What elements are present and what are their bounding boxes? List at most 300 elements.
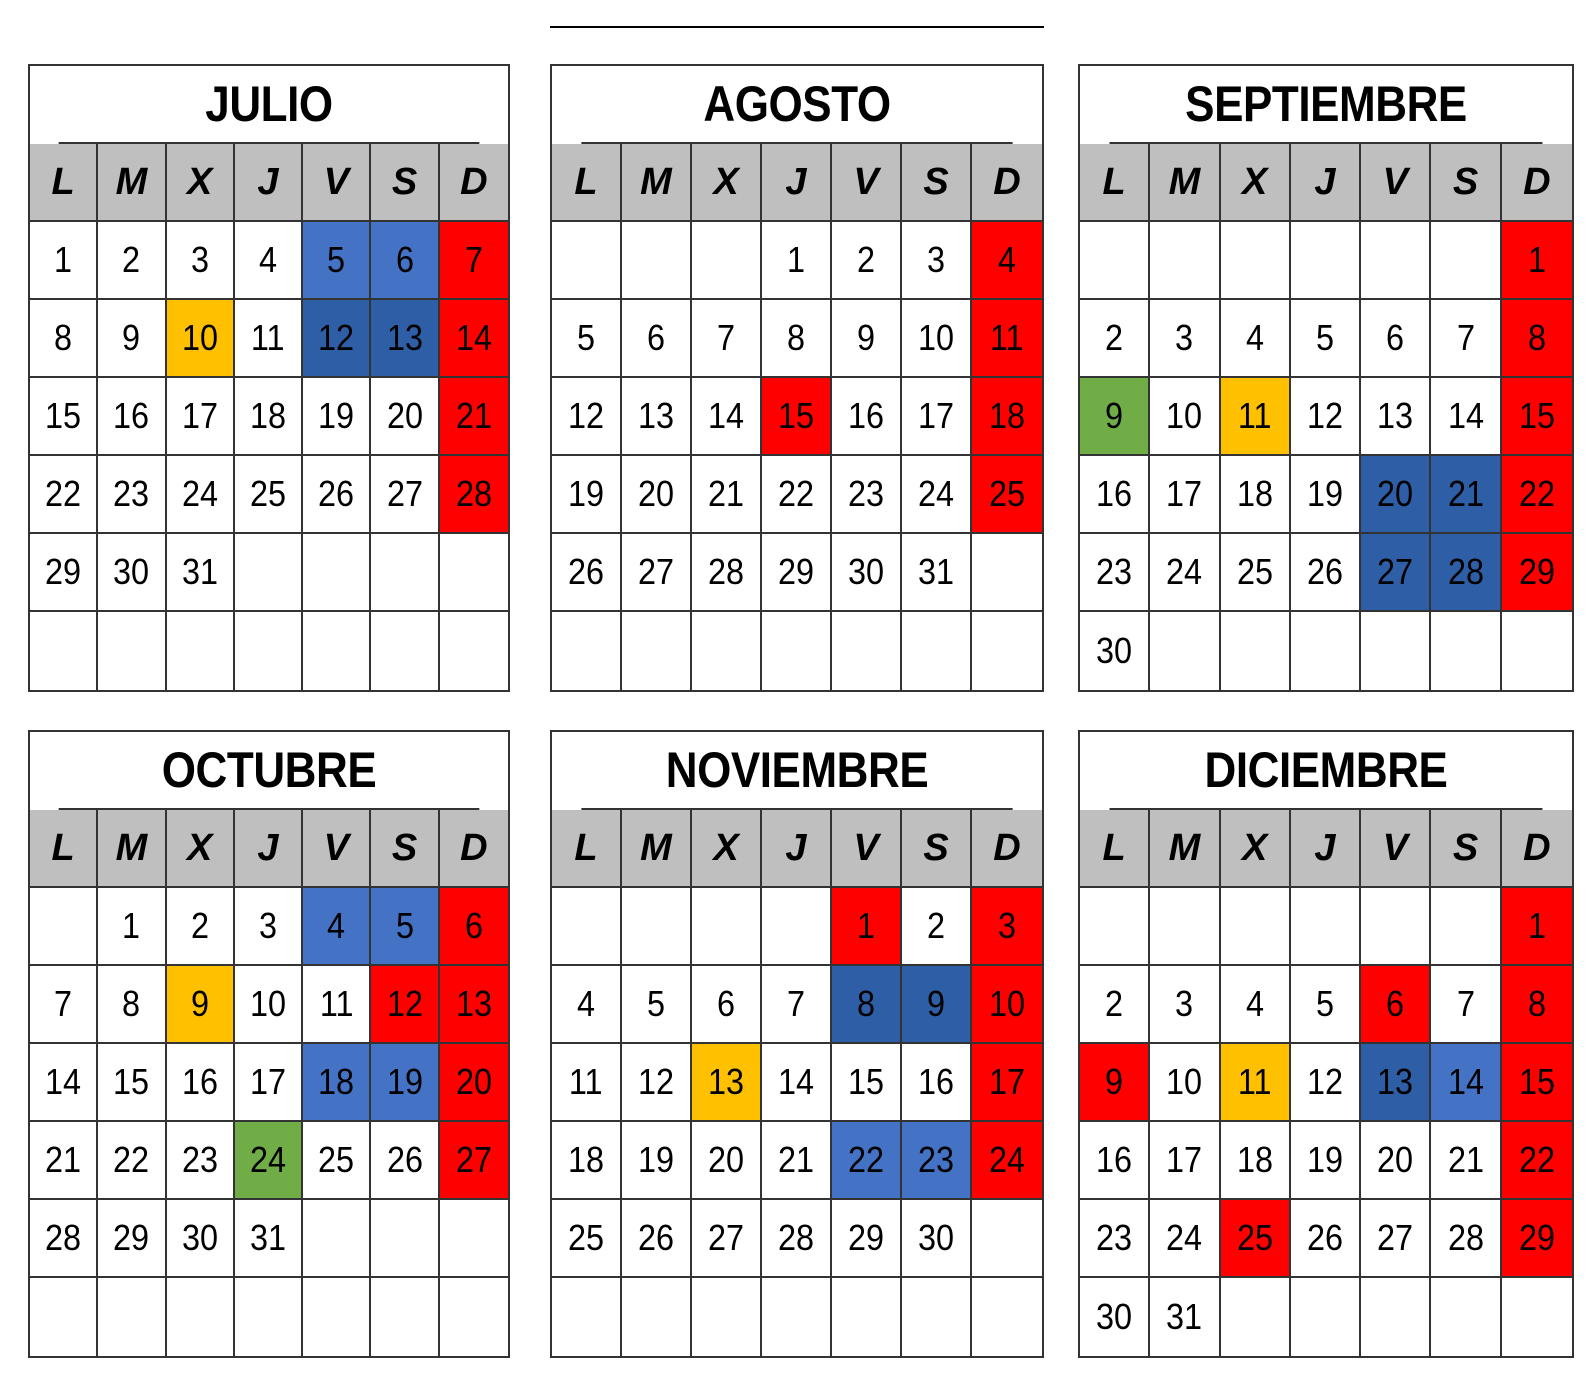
day-number: 10 xyxy=(249,983,287,1024)
day-number: 25 xyxy=(318,1139,355,1180)
day-number: 3 xyxy=(1175,983,1194,1024)
day-number: 29 xyxy=(113,1217,150,1258)
day-number: 28 xyxy=(1447,1217,1484,1258)
day-cell xyxy=(235,1122,303,1200)
day-number: 31 xyxy=(917,551,955,592)
day-number: 2 xyxy=(1105,983,1124,1024)
day-cell xyxy=(440,300,508,378)
day-number: 29 xyxy=(847,1217,885,1258)
day-number: 5 xyxy=(327,239,346,280)
day-number: 8 xyxy=(1527,983,1546,1024)
day-number: 25 xyxy=(567,1217,605,1258)
day-number: 19 xyxy=(318,395,355,436)
day-cell xyxy=(167,534,235,612)
day-number: 5 xyxy=(1315,317,1334,358)
empty-day-cell xyxy=(98,612,166,690)
day-number: 22 xyxy=(847,1139,885,1180)
day-cell xyxy=(1150,300,1220,378)
day-cell xyxy=(762,222,832,300)
day-cell xyxy=(1080,1200,1150,1278)
weekday-header-row xyxy=(552,144,1042,222)
day-number: 12 xyxy=(637,1061,675,1102)
empty-day-cell xyxy=(235,612,303,690)
weekday-header: S xyxy=(902,144,972,222)
day-cell xyxy=(1150,1278,1220,1356)
day-number: 2 xyxy=(190,905,209,946)
empty-day-cell xyxy=(692,888,762,966)
day-number: 4 xyxy=(327,905,346,946)
day-number: 31 xyxy=(249,1217,287,1258)
weekday-header: M xyxy=(622,144,692,222)
day-cell xyxy=(1291,300,1361,378)
month-title: NOVIEMBRE xyxy=(581,732,1012,810)
day-cell xyxy=(1080,534,1150,612)
day-number: 4 xyxy=(576,983,596,1024)
day-cell xyxy=(972,378,1042,456)
day-number: 24 xyxy=(1166,551,1203,592)
day-cell xyxy=(972,300,1042,378)
day-number: 19 xyxy=(567,473,605,514)
day-number: 14 xyxy=(45,1061,82,1102)
day-cell xyxy=(1361,966,1431,1044)
weekday-header: S xyxy=(371,144,439,222)
day-cell xyxy=(832,966,902,1044)
day-cell xyxy=(692,378,762,456)
day-number: 7 xyxy=(464,239,483,280)
day-number: 11 xyxy=(319,983,354,1024)
empty-day-cell xyxy=(371,1278,439,1356)
day-number: 23 xyxy=(1096,551,1133,592)
empty-day-cell xyxy=(371,534,439,612)
day-cell xyxy=(440,1122,508,1200)
weekday-header: J xyxy=(235,144,303,222)
day-number: 9 xyxy=(926,983,946,1024)
day-number: 4 xyxy=(1245,317,1264,358)
empty-day-cell xyxy=(440,1200,508,1278)
day-number: 1 xyxy=(786,239,806,280)
weekday-header: L xyxy=(552,144,622,222)
day-number: 11 xyxy=(251,317,285,358)
day-cell xyxy=(1361,1122,1431,1200)
day-cell xyxy=(622,1044,692,1122)
days-grid xyxy=(1080,888,1572,1356)
day-cell xyxy=(762,1044,832,1122)
day-cell xyxy=(303,1044,371,1122)
empty-day-cell xyxy=(303,612,371,690)
day-number: 5 xyxy=(576,317,596,358)
day-number: 6 xyxy=(464,905,483,946)
day-number: 13 xyxy=(386,317,423,358)
weekday-header: J xyxy=(1291,810,1361,888)
day-cell xyxy=(552,378,622,456)
empty-day-cell xyxy=(1291,888,1361,966)
day-cell xyxy=(371,888,439,966)
day-number: 16 xyxy=(917,1061,955,1102)
weekday-header-row xyxy=(552,810,1042,888)
day-number: 26 xyxy=(1306,551,1344,592)
weekday-header: D xyxy=(440,144,508,222)
day-cell xyxy=(692,966,762,1044)
day-cell xyxy=(1221,966,1291,1044)
day-number: 12 xyxy=(318,317,355,358)
month-title: SEPTIEMBRE xyxy=(1110,66,1543,144)
day-cell xyxy=(167,456,235,534)
day-cell xyxy=(1431,300,1501,378)
day-cell xyxy=(1291,1200,1361,1278)
day-cell xyxy=(98,456,166,534)
day-number: 19 xyxy=(1306,473,1344,514)
empty-day-cell xyxy=(371,1200,439,1278)
day-cell xyxy=(30,1122,98,1200)
weekday-header: J xyxy=(1291,144,1361,222)
day-cell xyxy=(972,888,1042,966)
days-grid xyxy=(1080,222,1572,690)
weekday-header: M xyxy=(98,144,166,222)
empty-day-cell xyxy=(1291,222,1361,300)
empty-day-cell xyxy=(235,534,303,612)
day-cell xyxy=(371,378,439,456)
weekday-header: V xyxy=(832,810,902,888)
day-number: 23 xyxy=(1096,1217,1133,1258)
day-cell xyxy=(371,300,439,378)
day-number: 5 xyxy=(646,983,666,1024)
empty-day-cell xyxy=(1221,888,1291,966)
day-cell xyxy=(762,456,832,534)
empty-day-cell xyxy=(972,1200,1042,1278)
day-number: 26 xyxy=(1306,1217,1344,1258)
empty-day-cell xyxy=(303,534,371,612)
empty-day-cell xyxy=(1361,888,1431,966)
day-cell xyxy=(167,888,235,966)
day-number: 23 xyxy=(917,1139,955,1180)
day-number: 7 xyxy=(1456,983,1475,1024)
day-number: 6 xyxy=(1386,983,1405,1024)
day-number: 10 xyxy=(1166,395,1203,436)
empty-day-cell xyxy=(440,612,508,690)
day-number: 16 xyxy=(1096,1139,1133,1180)
day-number: 30 xyxy=(181,1217,218,1258)
day-cell xyxy=(1431,1122,1501,1200)
empty-day-cell xyxy=(1431,888,1501,966)
day-cell xyxy=(98,966,166,1044)
empty-day-cell xyxy=(98,1278,166,1356)
month-septiembre xyxy=(1078,64,1574,692)
day-cell xyxy=(902,300,972,378)
empty-day-cell xyxy=(832,1278,902,1356)
weekday-header-row xyxy=(1080,144,1572,222)
weekday-header: S xyxy=(1431,144,1501,222)
day-number: 10 xyxy=(181,317,218,358)
day-number: 29 xyxy=(777,551,815,592)
day-number: 14 xyxy=(455,317,492,358)
day-cell xyxy=(1361,1200,1431,1278)
day-number: 1 xyxy=(856,905,876,946)
day-number: 17 xyxy=(249,1061,287,1102)
day-cell xyxy=(762,534,832,612)
day-number: 28 xyxy=(45,1217,82,1258)
day-cell xyxy=(902,222,972,300)
day-number: 16 xyxy=(181,1061,218,1102)
day-cell xyxy=(832,534,902,612)
day-number: 15 xyxy=(847,1061,885,1102)
day-cell xyxy=(98,300,166,378)
empty-day-cell xyxy=(622,888,692,966)
empty-day-cell xyxy=(1502,1278,1572,1356)
day-cell xyxy=(972,456,1042,534)
weekday-header: D xyxy=(1502,144,1572,222)
day-cell xyxy=(303,888,371,966)
day-cell xyxy=(1080,1278,1150,1356)
day-number: 9 xyxy=(190,983,209,1024)
weekday-header: L xyxy=(552,810,622,888)
day-number: 25 xyxy=(249,473,287,514)
day-number: 9 xyxy=(1105,395,1124,436)
day-number: 28 xyxy=(455,473,492,514)
day-cell xyxy=(1150,378,1220,456)
day-cell xyxy=(30,222,98,300)
day-cell xyxy=(30,966,98,1044)
empty-day-cell xyxy=(692,222,762,300)
empty-day-cell xyxy=(167,1278,235,1356)
day-number: 20 xyxy=(637,473,675,514)
weekday-header: L xyxy=(1080,810,1150,888)
day-number: 10 xyxy=(917,317,955,358)
day-cell xyxy=(622,1122,692,1200)
empty-day-cell xyxy=(692,1278,762,1356)
day-cell xyxy=(1150,534,1220,612)
weekday-header: V xyxy=(1361,144,1431,222)
day-number: 21 xyxy=(455,395,492,436)
weekday-header: X xyxy=(167,810,235,888)
day-number: 30 xyxy=(1096,1296,1133,1337)
weekday-header: L xyxy=(30,144,98,222)
day-cell xyxy=(1150,456,1220,534)
day-number: 24 xyxy=(917,473,955,514)
day-number: 21 xyxy=(707,473,745,514)
day-cell xyxy=(303,1122,371,1200)
day-number: 24 xyxy=(1166,1217,1203,1258)
empty-day-cell xyxy=(1361,612,1431,690)
weekday-header-row xyxy=(30,810,508,888)
day-cell xyxy=(972,966,1042,1044)
day-cell xyxy=(902,534,972,612)
day-number: 30 xyxy=(113,551,150,592)
day-number: 7 xyxy=(786,983,806,1024)
day-number: 13 xyxy=(1377,395,1414,436)
day-cell xyxy=(371,222,439,300)
day-cell xyxy=(30,1200,98,1278)
day-cell xyxy=(692,1200,762,1278)
day-cell xyxy=(972,1044,1042,1122)
day-number: 18 xyxy=(1236,473,1273,514)
day-cell xyxy=(440,966,508,1044)
weekday-header-row xyxy=(1080,810,1572,888)
day-cell xyxy=(762,966,832,1044)
day-cell xyxy=(98,1200,166,1278)
day-cell xyxy=(902,1044,972,1122)
day-number: 13 xyxy=(455,983,492,1024)
day-number: 13 xyxy=(637,395,675,436)
day-number: 25 xyxy=(988,473,1026,514)
day-cell xyxy=(303,300,371,378)
day-number: 18 xyxy=(318,1061,355,1102)
day-number: 29 xyxy=(45,551,82,592)
day-number: 13 xyxy=(1377,1061,1414,1102)
day-cell xyxy=(552,1200,622,1278)
empty-day-cell xyxy=(1291,1278,1361,1356)
day-cell xyxy=(235,456,303,534)
day-number: 30 xyxy=(847,551,885,592)
day-cell xyxy=(1150,1200,1220,1278)
day-cell xyxy=(1291,378,1361,456)
day-cell xyxy=(1502,1200,1572,1278)
day-cell xyxy=(972,1122,1042,1200)
empty-day-cell xyxy=(1080,222,1150,300)
day-number: 11 xyxy=(1237,395,1272,436)
day-cell xyxy=(1291,966,1361,1044)
day-cell xyxy=(832,1122,902,1200)
day-number: 15 xyxy=(1518,395,1555,436)
day-cell xyxy=(902,1200,972,1278)
empty-day-cell xyxy=(902,1278,972,1356)
day-cell xyxy=(972,222,1042,300)
day-number: 19 xyxy=(637,1139,675,1180)
day-number: 8 xyxy=(1527,317,1546,358)
day-number: 21 xyxy=(777,1139,815,1180)
weekday-header: S xyxy=(1431,810,1501,888)
day-number: 3 xyxy=(926,239,946,280)
day-cell xyxy=(1080,456,1150,534)
weekday-header: J xyxy=(762,810,832,888)
day-number: 27 xyxy=(455,1139,492,1180)
day-cell xyxy=(1291,1044,1361,1122)
day-number: 26 xyxy=(637,1217,675,1258)
day-number: 20 xyxy=(1377,473,1414,514)
month-julio xyxy=(28,64,510,692)
day-cell xyxy=(692,456,762,534)
empty-day-cell xyxy=(30,888,98,966)
day-cell xyxy=(440,1044,508,1122)
day-number: 27 xyxy=(1377,1217,1414,1258)
weekday-header: X xyxy=(1221,810,1291,888)
day-cell xyxy=(1080,612,1150,690)
day-cell xyxy=(1291,456,1361,534)
day-cell xyxy=(1080,1044,1150,1122)
day-number: 1 xyxy=(1527,905,1546,946)
day-number: 2 xyxy=(1105,317,1124,358)
weekday-header: V xyxy=(303,810,371,888)
day-cell xyxy=(1080,378,1150,456)
day-number: 6 xyxy=(1386,317,1405,358)
empty-day-cell xyxy=(1361,1278,1431,1356)
weekday-header: M xyxy=(1150,144,1220,222)
day-number: 26 xyxy=(318,473,355,514)
day-number: 26 xyxy=(567,551,605,592)
day-cell xyxy=(167,222,235,300)
day-cell xyxy=(1361,378,1431,456)
day-cell xyxy=(440,222,508,300)
day-cell xyxy=(552,1122,622,1200)
day-cell xyxy=(762,378,832,456)
empty-day-cell xyxy=(371,612,439,690)
day-cell xyxy=(902,378,972,456)
day-number: 16 xyxy=(1096,473,1133,514)
empty-day-cell xyxy=(1431,222,1501,300)
empty-day-cell xyxy=(1150,222,1220,300)
day-number: 12 xyxy=(567,395,605,436)
day-cell xyxy=(552,456,622,534)
day-cell xyxy=(1502,222,1572,300)
day-cell xyxy=(30,534,98,612)
day-number: 16 xyxy=(847,395,885,436)
empty-day-cell xyxy=(1291,612,1361,690)
weekday-header: D xyxy=(972,810,1042,888)
empty-day-cell xyxy=(1150,888,1220,966)
day-number: 3 xyxy=(258,905,277,946)
day-cell xyxy=(1361,300,1431,378)
day-cell xyxy=(1221,1044,1291,1122)
day-cell xyxy=(235,1044,303,1122)
month-title: OCTUBRE xyxy=(59,732,480,810)
day-number: 15 xyxy=(113,1061,150,1102)
day-number: 22 xyxy=(1518,1139,1555,1180)
day-cell xyxy=(832,1200,902,1278)
day-number: 30 xyxy=(1096,630,1133,671)
empty-day-cell xyxy=(1080,888,1150,966)
empty-day-cell xyxy=(622,1278,692,1356)
day-cell xyxy=(98,534,166,612)
day-cell xyxy=(692,1044,762,1122)
day-number: 9 xyxy=(856,317,876,358)
day-number: 2 xyxy=(856,239,876,280)
empty-day-cell xyxy=(762,612,832,690)
month-diciembre xyxy=(1078,730,1574,1358)
empty-day-cell xyxy=(1221,612,1291,690)
empty-day-cell xyxy=(972,1278,1042,1356)
day-cell xyxy=(30,456,98,534)
day-number: 22 xyxy=(113,1139,150,1180)
day-number: 23 xyxy=(847,473,885,514)
weekday-header: S xyxy=(371,810,439,888)
day-number: 23 xyxy=(113,473,150,514)
day-cell xyxy=(692,1122,762,1200)
day-cell xyxy=(371,1044,439,1122)
day-number: 14 xyxy=(1447,1061,1484,1102)
day-cell xyxy=(30,300,98,378)
day-cell xyxy=(371,966,439,1044)
day-cell xyxy=(1221,456,1291,534)
day-number: 9 xyxy=(1105,1061,1124,1102)
day-number: 6 xyxy=(716,983,736,1024)
day-cell xyxy=(762,1200,832,1278)
day-cell xyxy=(1431,1044,1501,1122)
days-grid xyxy=(30,888,508,1356)
day-cell xyxy=(235,222,303,300)
day-cell xyxy=(1361,1044,1431,1122)
empty-day-cell xyxy=(1431,1278,1501,1356)
day-number: 30 xyxy=(917,1217,955,1258)
day-number: 12 xyxy=(1306,395,1344,436)
day-number: 31 xyxy=(181,551,218,592)
day-cell xyxy=(235,300,303,378)
day-number: 18 xyxy=(988,395,1026,436)
day-number: 15 xyxy=(45,395,82,436)
day-cell xyxy=(622,456,692,534)
month-title: JULIO xyxy=(59,66,480,144)
day-cell xyxy=(1221,1200,1291,1278)
empty-day-cell xyxy=(1150,612,1220,690)
day-number: 27 xyxy=(707,1217,745,1258)
